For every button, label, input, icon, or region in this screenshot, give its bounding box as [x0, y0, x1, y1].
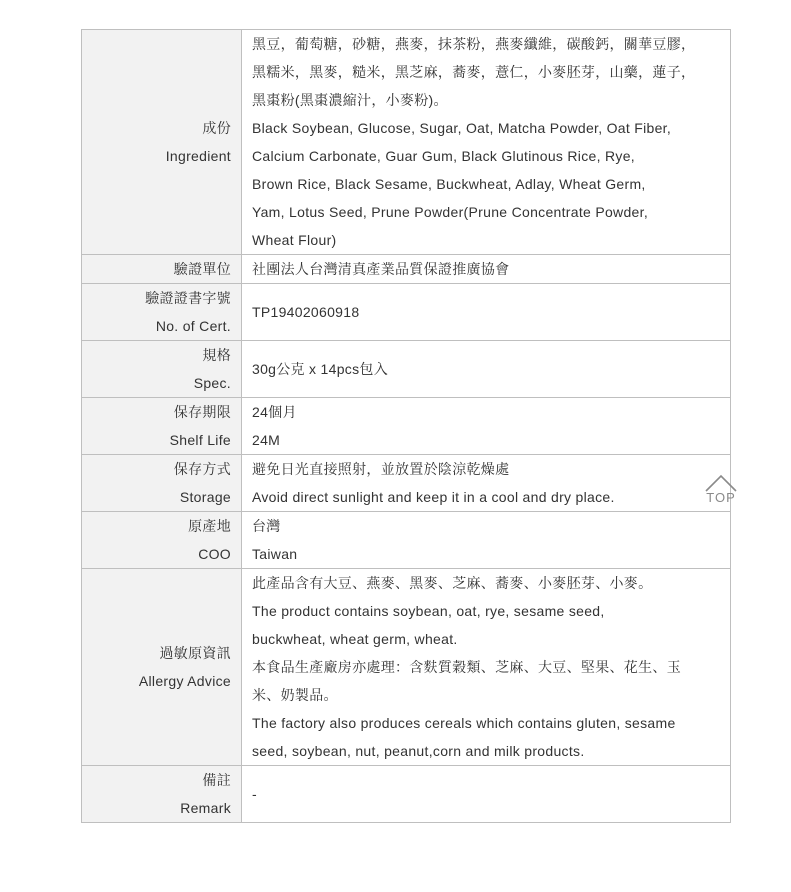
spec-table [81, 29, 731, 823]
value-cell [242, 766, 731, 823]
value-line: 黑棗粉(黑棗濃縮汁，小麥粉)。 [252, 92, 448, 108]
label-cell [82, 512, 242, 569]
table-row-coo [82, 512, 731, 569]
table-row-shelf-life [82, 398, 731, 455]
table-row-ingredient [82, 30, 731, 255]
label-cell [82, 455, 242, 512]
value-line: - [252, 786, 257, 802]
value-line: TP19402060918 [252, 304, 360, 320]
label-zh: 保存期限 [173, 404, 231, 420]
value-cell [242, 30, 731, 255]
table-row-remark [82, 766, 731, 823]
value-cell [242, 569, 731, 766]
label-en: No. of Cert. [155, 318, 231, 334]
value-line: Taiwan [252, 546, 298, 562]
table-row-spec [82, 341, 731, 398]
value-line: Brown Rice, Black Sesame, Buckwheat, Adlay, Wheat Germ, [252, 176, 646, 192]
value-line: 此產品含有大豆、燕麥、黑麥、芝麻、蕎麥、小麥胚芽、小麥。 [252, 575, 653, 591]
value-line: Wheat Flour) [252, 232, 337, 248]
table-row-cert-unit [82, 255, 731, 284]
value-line: 24個月 [252, 404, 297, 420]
value-line: Yam, Lotus Seed, Prune Powder(Prune Concentrate Powder, [252, 204, 649, 220]
label-zh: 過敏原資訊 [159, 645, 231, 661]
value-line: 24M [252, 432, 281, 448]
label-zh: 驗證單位 [173, 261, 231, 277]
value-line: The product contains soybean, oat, rye, sesame seed, [252, 603, 605, 619]
label-cell [82, 766, 242, 823]
value-line: 社團法人台灣清真產業品質保證推廣協會 [252, 261, 510, 277]
label-cell [82, 284, 242, 341]
value-cell [242, 341, 731, 398]
value-cell [242, 512, 731, 569]
back-to-top-label: TOP [706, 490, 736, 505]
value-line: The factory also produces cereals which contains gluten, sesame [252, 715, 676, 731]
value-line: Avoid direct sunlight and keep it in a cool and dry place. [252, 489, 615, 505]
label-en: Remark [180, 800, 231, 816]
value-line: seed, soybean, nut, peanut,corn and milk products. [252, 743, 585, 759]
label-cell [82, 255, 242, 284]
value-line: 米、奶製品。 [252, 687, 338, 703]
label-cell [82, 398, 242, 455]
label-zh: 備註 [202, 772, 231, 788]
label-en: Shelf Life [169, 432, 231, 448]
label-en: Storage [179, 489, 231, 505]
value-line: 黑糯米，黑麥，糙米，黑芝麻，蕎麥，薏仁，小麥胚芽，山藥，蓮子， [252, 64, 696, 80]
value-cell [242, 398, 731, 455]
value-line: 30g公克 x 14pcs包入 [252, 361, 388, 377]
value-cell [242, 284, 731, 341]
value-line: 台灣 [252, 518, 281, 534]
table-row-allergy [82, 569, 731, 766]
value-line: 黑豆，葡萄糖，砂糖，燕麥，抹茶粉，燕麥纖維，碳酸鈣，關華豆膠， [252, 36, 696, 52]
back-to-top-button[interactable] [701, 474, 741, 514]
label-en: Ingredient [165, 148, 231, 164]
label-en: Allergy Advice [138, 673, 231, 689]
label-en: Spec. [193, 375, 231, 391]
label-cell [82, 569, 242, 766]
label-zh: 成份 [202, 120, 231, 136]
value-cell [242, 255, 731, 284]
label-cell [82, 30, 242, 255]
table-row-storage [82, 455, 731, 512]
label-zh: 規格 [202, 347, 231, 363]
value-cell [242, 455, 731, 512]
label-zh: 原產地 [188, 518, 231, 534]
label-en: COO [198, 546, 231, 562]
value-line: 避免日光直接照射，並放置於陰涼乾燥處 [252, 461, 510, 477]
label-cell [82, 341, 242, 398]
label-zh: 保存方式 [173, 461, 231, 477]
value-line: Calcium Carbonate, Guar Gum, Black Glutinous Rice, Rye, [252, 148, 635, 164]
label-zh: 驗證證書字號 [145, 290, 231, 306]
value-line: 本食品生產廠房亦處理：含麩質穀類、芝麻、大豆、堅果、花生、玉 [252, 659, 681, 675]
value-line: Black Soybean, Glucose, Sugar, Oat, Matcha Powder, Oat Fiber, [252, 120, 672, 136]
table-row-cert-no [82, 284, 731, 341]
value-line: buckwheat, wheat germ, wheat. [252, 631, 458, 647]
